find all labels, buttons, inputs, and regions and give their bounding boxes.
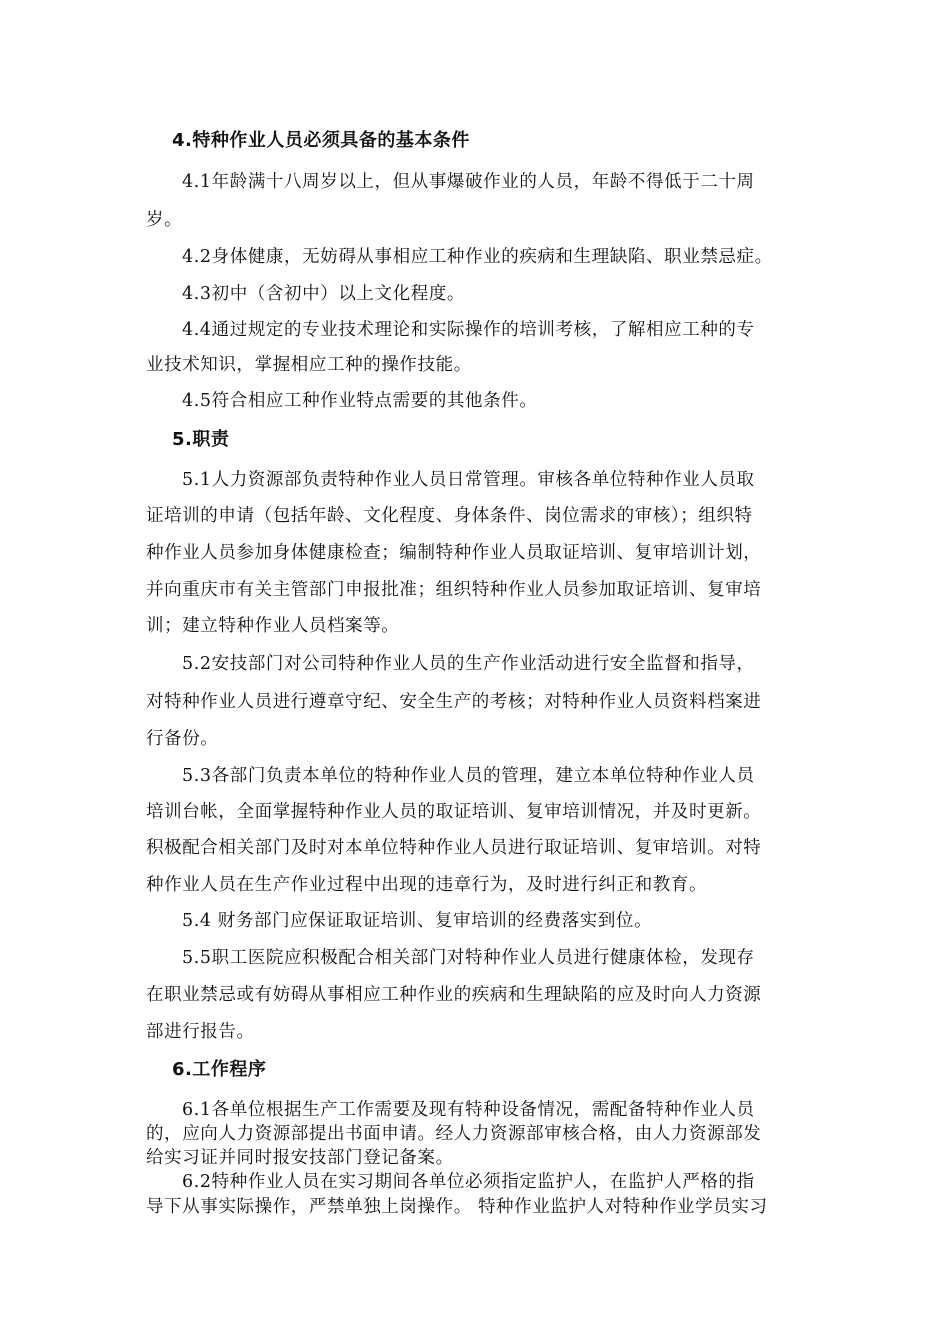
paragraph-line: 4.3初中（含初中）以上文化程度。 [182,284,466,304]
paragraph-line: 在职业禁忌或有妨碍从事相应工种作业的疾病和生理缺陷的应及时向人力资源 [146,985,762,1005]
paragraph-line: 的，应向人力资源部提出书面申请。经人力资源部审核合格，由人力资源部发 [146,1124,762,1144]
paragraph-line: 4.4通过规定的专业技术理论和实际操作的培训考核，了解相应工种的专 [182,320,755,340]
paragraph-line: 业技术知识，掌握相应工种的操作技能。 [146,355,472,375]
paragraph-line: 6.1各单位根据生产工作需要及现有特种设备情况，需配备特种作业人员 [182,1100,755,1120]
section-5-heading: 5.职责 [172,429,230,450]
paragraph-line: 并向重庆市有关主管部门申报批准；组织特种作业人员参加取证培训、复审培 [146,580,762,600]
paragraph-line: 6.2特种作业人员在实习期间各单位必须指定监护人，在监护人严格的指 [182,1172,755,1192]
section-4-heading: 4.特种作业人员必须具备的基本条件 [172,130,470,151]
paragraph-line: 训；建立特种作业人员档案等。 [146,616,400,636]
paragraph-line: 5.3各部门负责本单位的特种作业人员的管理，建立本单位特种作业人员 [182,766,755,786]
paragraph-line: 种作业人员在生产作业过程中出现的违章行为，及时进行纠正和教育。 [146,875,708,895]
paragraph-line: 培训台帐，全面掌握特种作业人员的取证培训、复审培训情况，并及时更新。 [146,802,762,822]
paragraph-line: 对特种作业人员进行遵章守纪、安全生产的考核；对特种作业人员资料档案进 [146,692,762,712]
paragraph-line: 积极配合相关部门及时对本单位特种作业人员进行取证培训、复审培训。对特 [146,838,762,858]
paragraph-line: 4.1年龄满十八周岁以上，但从事爆破作业的人员，年龄不得低于二十周 [182,172,755,192]
paragraph-line: 4.5符合相应工种作业特点需要的其他条件。 [182,391,538,411]
paragraph-line: 部进行报告。 [146,1022,255,1042]
paragraph-line: 给实习证并同时报安技部门登记备案。 [146,1148,454,1168]
paragraph-line: 行备份。 [146,729,219,749]
paragraph-line: 岁。 [146,210,183,230]
section-6-heading: 6.工作程序 [172,1059,267,1080]
paragraph-line: 5.4 财务部门应保证取证培训、复审培训的经费落实到位。 [182,911,653,931]
paragraph-line: 证培训的申请（包括年龄、文化程度、身体条件、岗位需求的审核）；组织特 [146,506,753,526]
paragraph-line: 导下从事实际操作，严禁单独上岗操作。 特种作业监护人对特种作业学员实习 [146,1197,768,1217]
paragraph-line: 5.2安技部门对公司特种作业人员的生产作业活动进行安全监督和指导， [182,654,755,674]
paragraph-line: 种作业人员参加身体健康检查；编制特种作业人员取证培训、复审培训计划， [146,543,762,563]
paragraph-line: 5.5职工医院应积极配合相关部门对特种作业人员进行健康体检，发现存 [182,948,755,968]
paragraph-line: 5.1人力资源部负责特种作业人员日常管理。审核各单位特种作业人员取 [182,470,755,490]
paragraph-line: 4.2身体健康，无妨碍从事相应工种作业的疾病和生理缺陷、职业禁忌症。 [182,247,773,267]
